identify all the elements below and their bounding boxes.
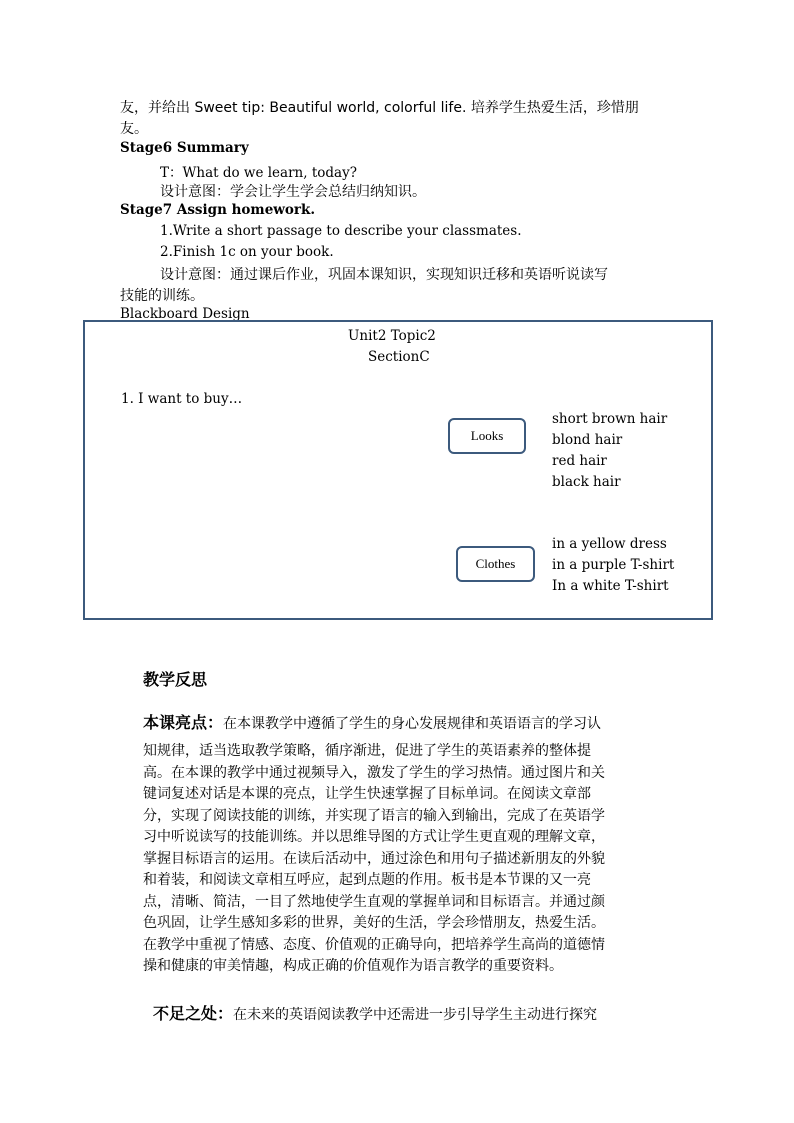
highlight-first-text: 在本课教学中遵循了学生的身心发展规律和英语语言的学习认: [223, 716, 602, 732]
highlight-line: 和着装，和阅读文章相互呼应，起到点题的作用。板书是本节课的又一亮: [143, 872, 591, 888]
blackboard-design-label: Blackboard Design: [120, 306, 250, 320]
highlight-line: 知规律，适当选取教学策略，循序渐进，促进了学生的英语素养的整体提: [143, 743, 591, 759]
highlight-label: 本课亮点：: [143, 713, 224, 732]
looks-item: black hair: [552, 474, 621, 490]
highlight-line: 掌握目标语言的运用。在读后活动中，通过涂色和用句子描述新朋友的外貌: [143, 850, 605, 867]
highlight-line: 分，实现了阅读技能的训练，并实现了语言的输入到输出，完成了在英语学: [143, 807, 605, 824]
highlight-line: 键词复述对话是本课的亮点，让学生快速掌握了目标单词。在阅读文章部: [143, 786, 591, 802]
highlight-line: 色巩固，让学生感知多彩的世界，美好的生活，学会珍惜朋友，热爱生活。: [143, 915, 605, 931]
board-title-unit-topic: Unit2 Topic2: [348, 328, 436, 344]
highlight-paragraph: [143, 741, 678, 978]
weakness-label: 不足之处：: [153, 1004, 234, 1023]
clothes-item: in a purple T-shirt: [552, 557, 675, 573]
clothes-box: [456, 546, 535, 582]
stage6-title: Stage6 Summary: [120, 140, 249, 156]
looks-box: [448, 418, 526, 454]
highlight-first-line: [143, 710, 601, 733]
highlight-line: 操和健康的审美情趣，构成正确的价值观作为语言教学的重要资料。: [143, 958, 563, 974]
looks-item: short brown hair: [552, 411, 668, 427]
highlight-line: 在教学中重视了情感、态度、价值观的正确导向，把培养学生高尚的道德情: [143, 936, 605, 953]
stage7-design-intent-line-2: 技能的训练。: [120, 288, 204, 304]
board-title-section: SectionC: [368, 349, 430, 365]
homework-item-1: 1.Write a short passage to describe your classmates.: [160, 223, 522, 239]
highlight-line: 点，清晰、简洁，一目了然地使学生直观的掌握单词和目标语言。并通过颜: [143, 893, 605, 910]
reflection-heading: 教学反思: [143, 670, 208, 689]
looks-item: red hair: [552, 453, 607, 469]
looks-item: blond hair: [552, 432, 623, 448]
homework-item-2: 2.Finish 1c on your book.: [160, 244, 334, 260]
clothes-item: in a yellow dress: [552, 536, 667, 552]
stage7-design-intent-line-1: 设计意图：通过课后作业，巩固本课知识，实现知识迁移和英语听说读写: [160, 267, 608, 283]
intro-line-1: 友，并给出 Sweet tip: Beautiful world, colorful life. 培养学生热爱生活，珍惜朋: [120, 100, 639, 116]
looks-label: Looks: [470, 428, 504, 443]
highlight-line: 习中听说读写的技能训练。并以思维导图的方式让学生更直观的理解文章，: [143, 829, 605, 845]
stage6-teacher-question: T：What do we learn, today?: [160, 165, 357, 181]
highlight-line: 高。在本课的教学中通过视频导入，激发了学生的学习热情。通过图片和关: [143, 764, 605, 781]
intro-line-2: 友。: [120, 121, 148, 137]
weakness-line: [153, 1001, 597, 1024]
blackboard-box: [83, 320, 713, 620]
clothes-label: Clothes: [475, 556, 516, 571]
stage6-design-intent: 设计意图：学会让学生学会总结归纳知识。: [160, 184, 426, 200]
clothes-item: In a white T-shirt: [552, 578, 669, 594]
weakness-text: 在未来的英语阅读教学中还需进一步引导学生主动进行探究: [233, 1007, 598, 1023]
board-item-want-to-buy: 1. I want to buy…: [121, 391, 243, 407]
stage7-title: Stage7 Assign homework.: [120, 202, 316, 218]
